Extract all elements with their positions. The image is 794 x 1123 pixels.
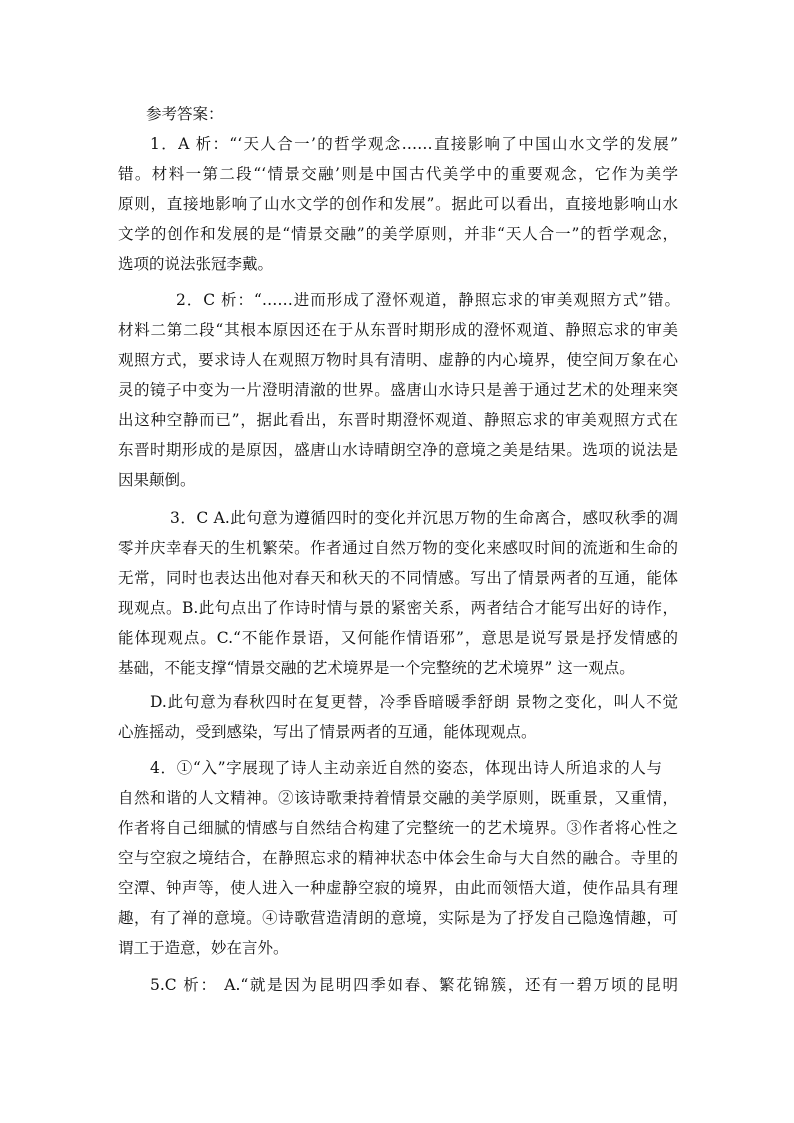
answer-4-line-4: 空与空寂之境结合，在静照忘求的精神状态中体会生命与大自然的融合。寺里的: [118, 849, 678, 867]
answer-1-line-2: 错。材料一第二段“‘情景交融’则是中国古代美学中的重要观念，它作为美学: [118, 165, 678, 183]
answer-3-d-line-2: 心旌摇动，受到感染，写出了情景两者的互通，能体现观点。: [118, 723, 537, 741]
answer-2-line-4: 灵的镜子中变为一片澄明清澈的世界。盛唐山水诗只是善于通过艺术的处理来突: [118, 381, 678, 399]
answer-4-line-7: 谓工于造意，妙在言外。: [118, 939, 289, 957]
answer-5-line-1: 5.C 析： A.“就是因为昆明四季如春、繁花锦簇，还有一碧万顷的昆明: [150, 976, 678, 994]
answer-4-line-3: 作者将自己细腻的情感与自然结合构建了完整统一的艺术境界。③作者将心性之: [118, 819, 678, 837]
answer-1-line-3: 原则，直接地影响了山水文学的创作和发展”。据此可以看出，直接地影响山水: [118, 195, 678, 213]
answer-2-line-1: 2．C 析：“……进而形成了澄怀观道，静照忘求的审美观照方式”错。: [176, 291, 680, 309]
answer-3-line-6: 基础，不能支撑“情景交融的艺术境界是一个完整统的艺术境界” 这一观点。: [118, 659, 635, 677]
answer-3-line-5: 能体现观点。C.“不能作景语，又何能作情语邪”，意思是说写景是抒发情感的: [118, 629, 678, 647]
answer-2-line-3: 观照方式，要求诗人在观照万物时具有清明、虚静的内心境界，使空间万象在心: [118, 351, 678, 369]
answer-2-line-6: 东晋时期形成的是原因，盛唐山水诗晴朗空净的意境之美是结果。选项的说法是: [118, 441, 678, 459]
answer-1-line-1: 1．A 析：“‘天人合一’的哲学观念……直接影响了中国山水文学的发展”: [150, 135, 678, 153]
answer-4-line-5: 空潭、钟声等，使人进入一种虚静空寂的境界，由此而领悟大道，使作品具有理: [118, 879, 678, 897]
answer-3-line-2: 零并庆幸春天的生机繁荣。作者通过自然万物的变化来感叹时间的流逝和生命的: [118, 539, 678, 557]
answer-3-line-3: 无常，同时也表达出他对春天和秋天的不同情感。写出了情景两者的互通，能体: [118, 569, 678, 587]
answer-2-line-7: 因果颠倒。: [118, 471, 196, 489]
answer-4-line-1: 4．①“入”字展现了诗人主动亲近自然的姿态，体现出诗人所追求的人与: [150, 759, 662, 777]
answer-2-line-5: 出这种空静而已”，据此看出，东晋时期澄怀观道、静照忘求的审美观照方式在: [118, 411, 678, 429]
answer-4-line-6: 趣，有了禅的意境。④诗歌营造清朗的意境，实际是为了抒发自己隐逸情趣，可: [118, 909, 678, 927]
answer-1-line-5: 选项的说法张冠李戴。: [118, 255, 274, 273]
answers-title: 参考答案：: [146, 105, 224, 123]
answer-3-d-line-1: D.此句意为春秋四时在复更替，冷季昏暗暖季舒朗 景物之变化，叫人不觉: [150, 693, 678, 711]
answer-1-line-4: 文学的创作和发展的是“情景交融”的美学原则，并非“天人合一”的哲学观念，: [118, 225, 678, 243]
answer-2-line-2: 材料二第二段“其根本原因还在于从东晋时期形成的澄怀观道、静照忘求的审美: [118, 321, 678, 339]
answer-3-line-4: 现观点。B.此句点出了作诗时情与景的紧密关系，两者结合才能写出好的诗作，: [118, 599, 678, 617]
answer-3-line-1: 3．C A.此句意为遵循四时的变化并沉思万物的生命离合，感叹秋季的凋: [170, 509, 678, 527]
answer-4-line-2: 自然和谐的人文精神。②该诗歌秉持着情景交融的美学原则，既重景，又重情，: [118, 789, 678, 807]
